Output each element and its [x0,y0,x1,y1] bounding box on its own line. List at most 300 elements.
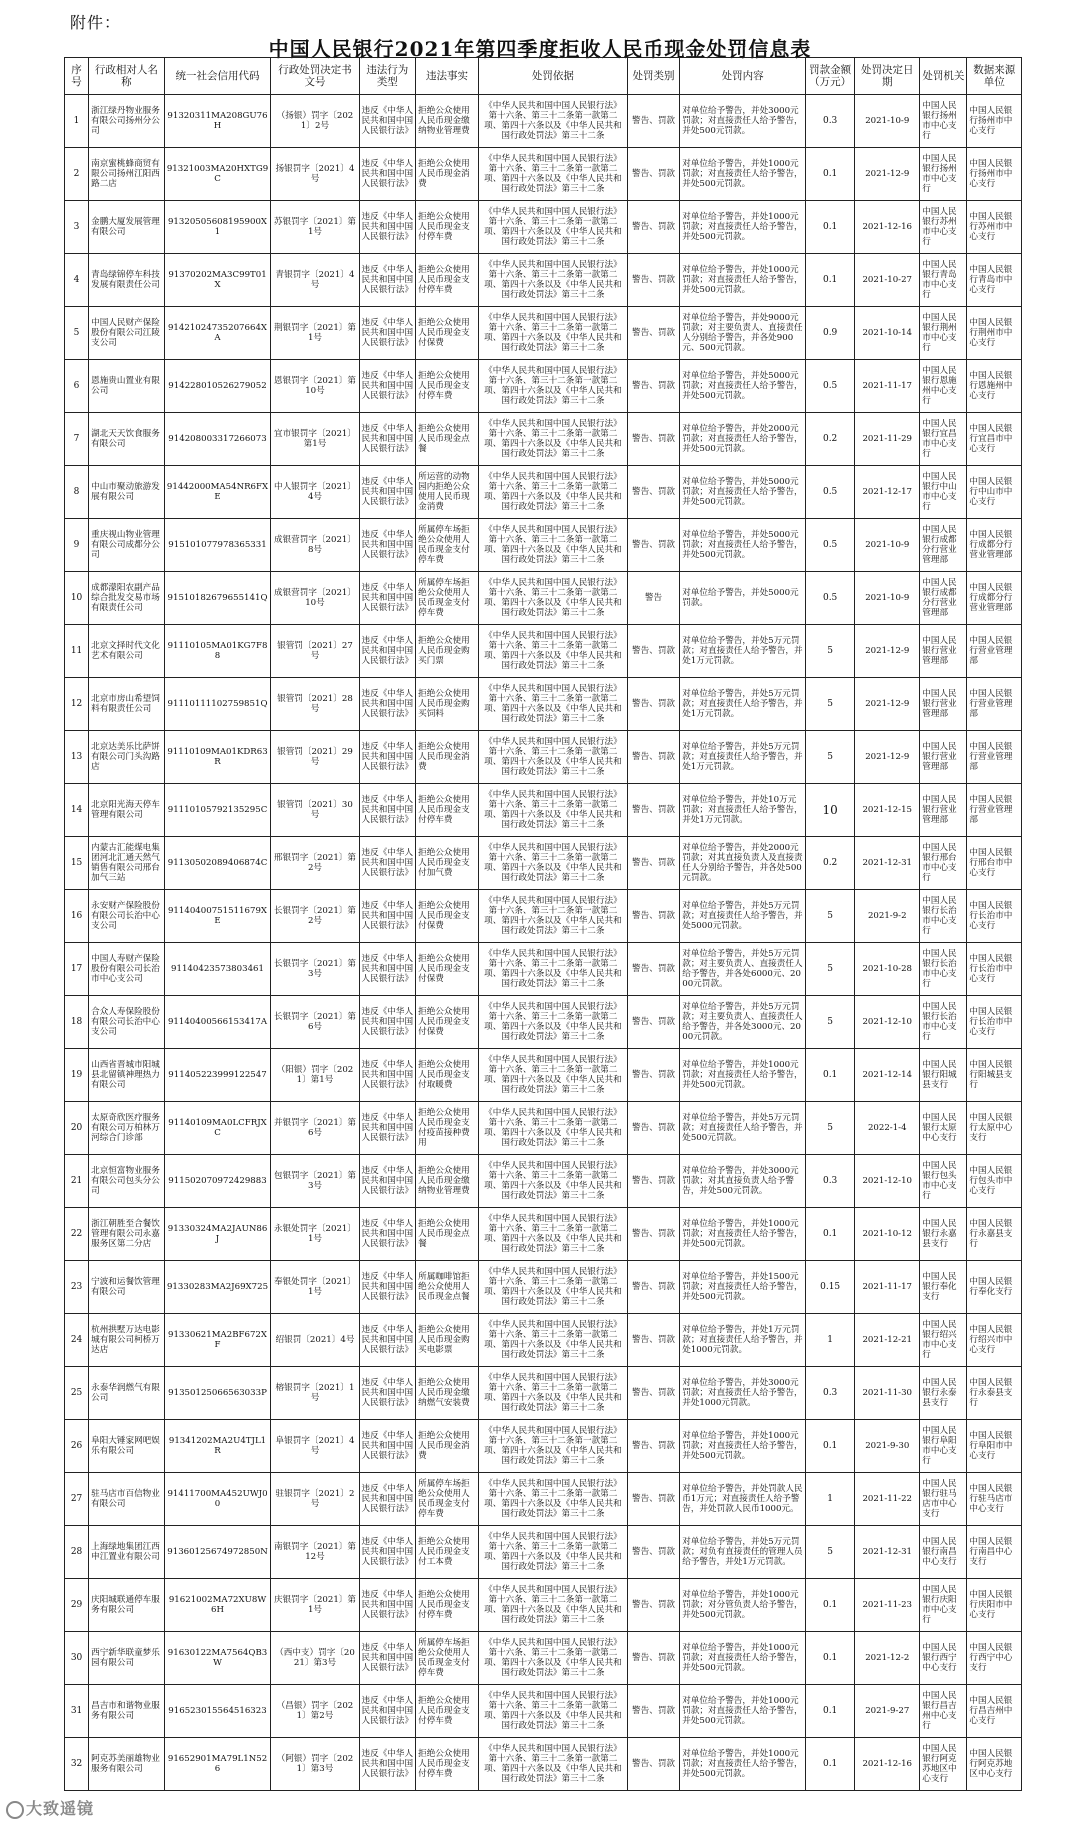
header-content: 处罚内容 [680,58,806,95]
header-org: 处罚机关 [920,58,967,95]
cell-code: 91140109MA0LCFRJXC [164,1102,271,1155]
cell-name: 永泰华润燃气有限公司 [89,1367,164,1420]
cell-name: 重庆视山物业管理有限公司成都分公司 [89,519,164,572]
cell-content: 对单位给予警告，并处1万元罚款；对直接责任人给予警告，并处1000元罚款。 [680,1314,806,1367]
header-date: 处罚决定日期 [855,58,920,95]
cell-date: 2021-10-28 [855,943,920,996]
cell-category: 警告、罚款 [627,1738,679,1791]
cell-seq: 20 [65,1102,89,1155]
cell-code: 91411700MA452UWJ00 [164,1473,271,1526]
cell-seq: 13 [65,731,89,784]
cell-org: 中国人民银行长治市中心支行 [920,996,967,1049]
cell-seq: 23 [65,1261,89,1314]
cell-fact: 拒绝公众使用人民币现金支付停车费 [416,1579,479,1632]
cell-content: 对单位给予警告，并处5万元罚款；对直接责任人给予警告，并处5000元罚款。 [680,890,806,943]
cell-type: 违反《中华人民共和国中国人民银行法》 [359,731,416,784]
cell-amount: 5 [806,1526,855,1579]
table-row [65,678,1022,731]
cell-category: 警告、罚款 [627,1579,679,1632]
cell-org: 中国人民银行成都分行营业管理部 [920,572,967,625]
cell-name: 南京蜜桃蜂商贸有限公司扬州江阳西路二店 [89,148,164,201]
cell-seq: 16 [65,890,89,943]
header-type: 违法行为类型 [359,58,416,95]
cell-source: 中国人民银行营业管理部 [967,625,1022,678]
watermark-text: 大致遥镜 [26,1799,95,1818]
cell-code: 91321003MA20HXTG9C [164,148,271,201]
cell-org: 中国人民银行驻马店市中心支行 [920,1473,967,1526]
cell-basis: 《中华人民共和国中国人民银行法》第十六条、第三十二条第一款第二项、第四十六条以及《中华人民共和国行政处罚法》第三十二条 [479,254,628,307]
cell-org: 中国人民银行营业管理部 [920,678,967,731]
cell-basis: 《中华人民共和国中国人民银行法》第十六条、第三十二条第一款第二项、第四十六条以及《中华人民共和国行政处罚法》第三十二条 [479,413,628,466]
table-row [65,1632,1022,1685]
cell-doc: 永银处罚字〔2021〕1号 [271,1208,359,1261]
cell-type: 违反《中华人民共和国中国人民银行法》 [359,1261,416,1314]
cell-type: 违反《中华人民共和国中国人民银行法》 [359,254,416,307]
cell-fact: 拒绝公众使用人民币现金缴纳燃气安装费 [416,1367,479,1420]
cell-content: 对单位给予警告，并处1000元罚款；对直接责任人给予警告，并处500元罚款。 [680,1049,806,1102]
cell-amount: 0.5 [806,572,855,625]
cell-org: 中国人民银行阜阳市中心支行 [920,1420,967,1473]
cell-content: 对单位给予警告，并处5万元罚款；对直接责任人给予警告，并处1万元罚款。 [680,731,806,784]
cell-amount: 0.5 [806,466,855,519]
cell-type: 违反《中华人民共和国中国人民银行法》 [359,1367,416,1420]
cell-source: 中国人民银行太原中心支行 [967,1102,1022,1155]
cell-name: 阜阳大锤家网吧娱乐有限公司 [89,1420,164,1473]
table-row [65,360,1022,413]
cell-fact: 拒绝公众使用人民币现金购买电影票 [416,1314,479,1367]
cell-name: 杭州拱墅万达电影城有限公司柯桥万达店 [89,1314,164,1367]
cell-code: 91350125066563033P [164,1367,271,1420]
cell-seq: 8 [65,466,89,519]
cell-doc: （昌银）罚字〔2021〕第2号 [271,1685,359,1738]
cell-category: 警告、罚款 [627,1632,679,1685]
table-row [65,307,1022,360]
cell-name: 太原奇欣医疗服务有限公司万柏林万河综合门诊部 [89,1102,164,1155]
cell-fact: 所运营的动物园内拒绝公众使用人民币现金消费 [416,466,479,519]
cell-amount: 0.3 [806,1367,855,1420]
table-row [65,996,1022,1049]
cell-code: 91360125674972850N [164,1526,271,1579]
cell-date: 2021-9-2 [855,890,920,943]
cell-source: 中国人民银行恩施州中心支行 [967,360,1022,413]
cell-amount: 0.1 [806,1579,855,1632]
cell-content: 对单位给予警告，并处5000元罚款；对直接责任人给予警告，并处500元罚款。 [680,466,806,519]
cell-doc: 奉银处罚字〔2021〕1号 [271,1261,359,1314]
cell-doc: 绍银罚〔2021〕4号 [271,1314,359,1367]
cell-basis: 《中华人民共和国中国人民银行法》第十六条、第三十二条第一款第二项、第四十六条以及《中华人民共和国行政处罚法》第三十二条 [479,890,628,943]
cell-doc: 长银罚字〔2021〕第2号 [271,890,359,943]
cell-org: 中国人民银行恩施州中心支行 [920,360,967,413]
cell-type: 违反《中华人民共和国中国人民银行法》 [359,1738,416,1791]
cell-date: 2021-12-9 [855,625,920,678]
cell-category: 警告、罚款 [627,1208,679,1261]
cell-date: 2021-10-9 [855,572,920,625]
cell-doc: 银管罚〔2021〕30号 [271,784,359,837]
cell-date: 2021-10-14 [855,307,920,360]
cell-source: 中国人民银行昌吉州中心支行 [967,1685,1022,1738]
cell-amount: 0.1 [806,1049,855,1102]
table-row [65,731,1022,784]
cell-type: 违反《中华人民共和国中国人民银行法》 [359,1314,416,1367]
cell-content: 对单位给予警告，并处3000元罚款；对其直接负责人给予警告，并处500元罚款。 [680,1155,806,1208]
cell-name: 成都濛阳农副产品综合批发交易市场有限责任公司 [89,572,164,625]
cell-code: 91330324MA2JAUN86J [164,1208,271,1261]
cell-seq: 30 [65,1632,89,1685]
cell-code: 91330283MA2J69X725 [164,1261,271,1314]
cell-source: 中国人民银行永嘉县支行 [967,1208,1022,1261]
cell-seq: 6 [65,360,89,413]
cell-source: 中国人民银行南昌中心支行 [967,1526,1022,1579]
cell-doc: 长银罚字〔2021〕第3号 [271,943,359,996]
cell-name: 浙江朝胜至合餐饮管理有限公司永嘉服务区第二分店 [89,1208,164,1261]
cell-date: 2021-12-10 [855,996,920,1049]
cell-org: 中国人民银行绍兴市中心支行 [920,1314,967,1367]
cell-source: 中国人民银行阳城县支行 [967,1049,1022,1102]
cell-doc: 南银罚字〔2021〕第12号 [271,1526,359,1579]
cell-name: 中国人寿财产保险股份有限公司长治市中心支公司 [89,943,164,996]
cell-seq: 1 [65,95,89,148]
cell-source: 中国人民银行长治市中心支行 [967,890,1022,943]
cell-content: 对单位给予警告，并处5万元罚款；对负有直接责任的管理人员给予警告，并处1万元罚款。 [680,1526,806,1579]
cell-code: 91510107797836533​1 [164,519,271,572]
cell-date: 2021-10-9 [855,95,920,148]
cell-name: 内蒙古汇能煤电集团河北汇通天然气销售有限公司邢台加气三站 [89,837,164,890]
cell-type: 违反《中华人民共和国中国人民银行法》 [359,678,416,731]
cell-fact: 拒绝公众使用人民币现金支付保费 [416,890,479,943]
table-row [65,943,1022,996]
cell-name: 北京达美乐比萨饼有限公司门头沟路店 [89,731,164,784]
cell-amount: 0.1 [806,201,855,254]
cell-category: 警告、罚款 [627,466,679,519]
cell-type: 违反《中华人民共和国中国人民银行法》 [359,1579,416,1632]
cell-doc: （阳银）罚字〔2021〕第1号 [271,1049,359,1102]
cell-source: 中国人民银行扬州市中心支行 [967,95,1022,148]
cell-content: 对单位给予警告，并处罚款人民币1万元；对直接责任人给予警告，并处罚款人民币1000元。 [680,1473,806,1526]
cell-category: 警告、罚款 [627,413,679,466]
cell-category: 警告、罚款 [627,95,679,148]
cell-amount: 5 [806,996,855,1049]
cell-source: 中国人民银行长治市中心支行 [967,943,1022,996]
table-row [65,148,1022,201]
cell-seq: 14 [65,784,89,837]
cell-type: 违反《中华人民共和国中国人民银行法》 [359,1049,416,1102]
cell-fact: 拒绝公众使用人民币现金支付停车费 [416,360,479,413]
cell-amount: 0.2 [806,413,855,466]
table-body [65,95,1022,1791]
cell-seq: 24 [65,1314,89,1367]
cell-seq: 25 [65,1367,89,1420]
cell-content: 对单位给予警告，并处1000元罚款；对直接责任人给予警告，并处500元罚款。 [680,1420,806,1473]
cell-name: 阿克苏美丽雄物业服务有限公司 [89,1738,164,1791]
table-row [65,784,1022,837]
cell-date: 2021-11-23 [855,1579,920,1632]
cell-fact: 拒绝公众使用人民币现金支付加气费 [416,837,479,890]
cell-content: 对单位给予警告，并处5万元罚款；对主要负责人、直接责任人给予警告，并各处6000元、2000元罚款。 [680,943,806,996]
cell-amount: 0.1 [806,1208,855,1261]
cell-amount: 0.5 [806,360,855,413]
cell-category: 警告、罚款 [627,1367,679,1420]
cell-category: 警告、罚款 [627,837,679,890]
cell-org: 中国人民银行包头市中心支行 [920,1155,967,1208]
cell-date: 2021-12-14 [855,1049,920,1102]
cell-seq: 7 [65,413,89,466]
cell-category: 警告、罚款 [627,890,679,943]
cell-seq: 3 [65,201,89,254]
cell-date: 2021-11-17 [855,1261,920,1314]
cell-type: 违反《中华人民共和国中国人民银行法》 [359,95,416,148]
cell-code: 91320505608195900X1 [164,201,271,254]
cell-content: 对单位给予警告，并处1000元罚款；对直接责任人给予警告，并处500元罚款。 [680,201,806,254]
cell-code: 91140423573803461 [164,943,271,996]
cell-code: 91110105792135295C [164,784,271,837]
header-source: 数据来源单位 [967,58,1022,95]
cell-type: 违反《中华人民共和国中国人民银行法》 [359,625,416,678]
cell-org: 中国人民银行营业管理部 [920,784,967,837]
cell-name: 北京文择时代文化艺术有限公司 [89,625,164,678]
cell-doc: 宜市银罚字〔2021〕第1号 [271,413,359,466]
cell-name: 浙江绿丹物业服务有限公司扬州分公司 [89,95,164,148]
cell-seq: 4 [65,254,89,307]
cell-content: 对单位给予警告，并处5万元罚款；对直接责任人给予警告，并处500元罚款。 [680,1102,806,1155]
cell-name: 金鹏大厦发展管理有限公司 [89,201,164,254]
cell-source: 中国人民银行奉化支行 [967,1261,1022,1314]
cell-name: 湖北天天饮食服务有限公司 [89,413,164,466]
cell-amount: 1 [806,1314,855,1367]
cell-doc: 成银营罚字〔2021〕10号 [271,572,359,625]
cell-name: 北京市房山希望饲料有限责任公司 [89,678,164,731]
table-header-row [65,58,1022,95]
cell-content: 对单位给予警告，并处1000元罚款；对直接责任人给予警告，并处500元罚款。 [680,1738,806,1791]
cell-content: 对单位给予警告，并处5000元罚款；对直接责任人给予警告，并处500元罚款。 [680,360,806,413]
cell-source: 中国人民银行庆阳市中心支行 [967,1579,1022,1632]
cell-content: 对单位给予警告，并处9000元罚款；对主要负责人、直接责任人分别给予警告，并各处900元、500元罚款。 [680,307,806,360]
cell-source: 中国人民银行阜阳市中心支行 [967,1420,1022,1473]
table-row [65,625,1022,678]
cell-category: 警告、罚款 [627,148,679,201]
cell-org: 中国人民银行营业管理部 [920,625,967,678]
cell-category: 警告、罚款 [627,1526,679,1579]
cell-date: 2021-12-16 [855,201,920,254]
cell-content: 对单位给予警告，并处1500元罚款；对直接责任人给予警告，并处500元罚款。 [680,1261,806,1314]
cell-source: 中国人民银行绍兴市中心支行 [967,1314,1022,1367]
cell-org: 中国人民银行扬州市中心支行 [920,95,967,148]
cell-type: 违反《中华人民共和国中国人民银行法》 [359,1102,416,1155]
cell-seq: 17 [65,943,89,996]
cell-seq: 27 [65,1473,89,1526]
table-row [65,201,1022,254]
cell-name: 北京恒富物业服务有限公司包头分公司 [89,1155,164,1208]
cell-date: 2021-11-17 [855,360,920,413]
table-row [65,572,1022,625]
cell-doc: （扬银）罚字〔2021〕2号 [271,95,359,148]
cell-type: 违反《中华人民共和国中国人民银行法》 [359,1473,416,1526]
cell-code: 91420800331726607​3 [164,413,271,466]
cell-name: 庆阳城联通停车服务有限公司 [89,1579,164,1632]
cell-doc: 苏银罚字〔2021〕第1号 [271,201,359,254]
cell-code: 91140522399912254​7 [164,1049,271,1102]
cell-source: 中国人民银行包头市中心支行 [967,1155,1022,1208]
cell-source: 中国人民银行中山市中心支行 [967,466,1022,519]
cell-source: 中国人民银行驻马店市中心支行 [967,1473,1022,1526]
cell-code: 91110109MA01KDR63R [164,731,271,784]
header-fact: 违法事实 [416,58,479,95]
cell-date: 2021-10-27 [855,254,920,307]
cell-date: 2021-12-2 [855,1632,920,1685]
cell-seq: 10 [65,572,89,625]
cell-type: 违反《中华人民共和国中国人民银行法》 [359,1526,416,1579]
cell-org: 中国人民银行长治市中心支行 [920,890,967,943]
cell-source: 中国人民银行长治市中心支行 [967,996,1022,1049]
cell-type: 违反《中华人民共和国中国人民银行法》 [359,1420,416,1473]
cell-amount: 0.3 [806,1155,855,1208]
cell-org: 中国人民银行营业管理部 [920,731,967,784]
cell-basis: 《中华人民共和国中国人民银行法》第十六条、第三十二条第一款第二项、第四十六条以及《中华人民共和国行政处罚法》第三十二条 [479,1208,628,1261]
cell-category: 警告、罚款 [627,996,679,1049]
cell-type: 违反《中华人民共和国中国人民银行法》 [359,148,416,201]
cell-code: 91421024735207664XA [164,307,271,360]
cell-category: 警告、罚款 [627,254,679,307]
cell-code: 91110111102759851Q [164,678,271,731]
cell-source: 中国人民银行永泰县支行 [967,1367,1022,1420]
cell-amount: 0.5 [806,519,855,572]
cell-content: 对单位给予警告，并处1000元罚款；对直接责任人给予警告，并处500元罚款。 [680,1685,806,1738]
cell-code: 91652901MA79L1N526 [164,1738,271,1791]
cell-category: 警告 [627,572,679,625]
cell-content: 对单位给予警告，并处1000元罚款；对直接责任人给予警告，并处500元罚款。 [680,1632,806,1685]
cell-amount: 5 [806,678,855,731]
cell-code: 91422801052627905​2 [164,360,271,413]
table-row [65,1473,1022,1526]
cell-type: 违反《中华人民共和国中国人民银行法》 [359,890,416,943]
cell-type: 违反《中华人民共和国中国人民银行法》 [359,837,416,890]
cell-org: 中国人民银行永泰县支行 [920,1367,967,1420]
table-row [65,1579,1022,1632]
cell-name: 西宁新华联童梦乐园有限公司 [89,1632,164,1685]
cell-amount: 0.1 [806,1632,855,1685]
header-name: 行政相对人名称 [89,58,164,95]
table-row [65,466,1022,519]
cell-amount: 0.1 [806,254,855,307]
cell-org: 中国人民银行青岛市中心支行 [920,254,967,307]
cell-org: 中国人民银行奉化支行 [920,1261,967,1314]
watermark [6,1796,94,1819]
cell-code: 91150207097242988​3 [164,1155,271,1208]
cell-org: 中国人民银行苏州市中心支行 [920,201,967,254]
cell-amount: 0.15 [806,1261,855,1314]
cell-doc: 邢银罚字〔2021〕第2号 [271,837,359,890]
cell-date: 2021-12-9 [855,731,920,784]
cell-basis: 《中华人民共和国中国人民银行法》第十六条、第三十二条第一款第二项、第四十六条以及《中华人民共和国行政处罚法》第三十二条 [479,95,628,148]
cell-amount: 5 [806,943,855,996]
cell-doc: 恩银罚字〔2021〕第10号 [271,360,359,413]
table-row [65,1685,1022,1738]
table-row [65,1738,1022,1791]
table-row [65,1261,1022,1314]
cell-type: 违反《中华人民共和国中国人民银行法》 [359,1155,416,1208]
cell-source: 中国人民银行成都分行营业管理部 [967,519,1022,572]
cell-seq: 26 [65,1420,89,1473]
cell-fact: 拒绝公众使用人民币现金支付工本费 [416,1526,479,1579]
header-code: 统一社会信用代码 [164,58,271,95]
cell-content: 对单位给予警告，并处3000元罚款；对直接责任人给予警告，并处1000元罚款。 [680,1367,806,1420]
cell-content: 对单位给予警告，并处5万元罚款；对直接责任人给予警告，并处1万元罚款。 [680,678,806,731]
cell-category: 警告、罚款 [627,1473,679,1526]
cell-org: 中国人民银行西宁中心支行 [920,1632,967,1685]
cell-fact: 拒绝公众使用人民币现金支付取暖费 [416,1049,479,1102]
cell-basis: 《中华人民共和国中国人民银行法》第十六条、第三十二条第一款第二项、第四十六条以及《中华人民共和国行政处罚法》第三十二条 [479,1261,628,1314]
cell-date: 2021-12-9 [855,148,920,201]
cell-amount: 5 [806,890,855,943]
cell-basis: 《中华人民共和国中国人民银行法》第十六条、第三十二条第一款第二项、第四十六条以及《中华人民共和国行政处罚法》第三十二条 [479,519,628,572]
cell-code: 91140400751511679XE [164,890,271,943]
cell-doc: 驻银罚字〔2021〕2号 [271,1473,359,1526]
cell-amount: 0.3 [806,95,855,148]
cell-content: 对单位给予警告，并处5万元罚款；对主要负责人、直接责任人给予警告，并各处3000元、2000元罚款。 [680,996,806,1049]
cell-code: 91630122MA7564QB3W [164,1632,271,1685]
cell-org: 中国人民银行庆阳市中心支行 [920,1579,967,1632]
cell-amount: 0.1 [806,1738,855,1791]
cell-code: 91442000MA54NR6FXE [164,466,271,519]
cell-fact: 所属停车场拒绝公众使用人民币现金支付停车费 [416,1473,479,1526]
cell-amount: 0.9 [806,307,855,360]
cell-fact: 拒绝公众使用人民币现金消费 [416,148,479,201]
cell-code: 91330621MA2BF672XF [164,1314,271,1367]
cell-basis: 《中华人民共和国中国人民银行法》第十六条、第三十二条第一款第二项、第四十六条以及《中华人民共和国行政处罚法》第三十二条 [479,1632,628,1685]
cell-fact: 所属停车场拒绝公众使用人民币现金支付停车费 [416,519,479,572]
cell-fact: 拒绝公众使用人民币现金支付疫苗接种费用 [416,1102,479,1155]
cell-seq: 32 [65,1738,89,1791]
cell-amount: 5 [806,625,855,678]
cell-doc: 阜银罚字〔2021〕4号 [271,1420,359,1473]
cell-type: 违反《中华人民共和国中国人民银行法》 [359,201,416,254]
cell-content: 对单位给予警告，并处2000元罚款；对其直接负责人及直接责任人分别给予警告，并各处500元罚款。 [680,837,806,890]
cell-type: 违反《中华人民共和国中国人民银行法》 [359,1208,416,1261]
cell-seq: 28 [65,1526,89,1579]
cell-name: 山西省晋城市阳城县北留镇神理热力有限公司 [89,1049,164,1102]
cell-content: 对单位给予警告，并处3000元罚款；对直接责任人给予警告，并处500元罚款。 [680,95,806,148]
cell-source: 中国人民银行荆州市中心支行 [967,307,1022,360]
cell-org: 中国人民银行长治市中心支行 [920,943,967,996]
cell-org: 中国人民银行太原中心支行 [920,1102,967,1155]
cell-doc: 青银罚字〔2021〕4号 [271,254,359,307]
cell-seq: 2 [65,148,89,201]
cell-fact: 拒绝公众使用人民币现金消费 [416,1420,479,1473]
cell-fact: 拒绝公众使用人民币现金消费 [416,731,479,784]
cell-name: 上海绿地集团江西申江置业有限公司 [89,1526,164,1579]
cell-type: 违反《中华人民共和国中国人民银行法》 [359,996,416,1049]
cell-date: 2021-12-16 [855,1738,920,1791]
cell-category: 警告、罚款 [627,1049,679,1102]
cell-date: 2021-12-31 [855,1526,920,1579]
cell-basis: 《中华人民共和国中国人民银行法》第十六条、第三十二条第一款第二项、第四十六条以及《中华人民共和国行政处罚法》第三十二条 [479,1155,628,1208]
cell-content: 对单位给予警告，并处5万元罚款；对直接责任人给予警告，并处1万元罚款。 [680,625,806,678]
cell-fact: 拒绝公众使用人民币现金支付停车费 [416,201,479,254]
cell-amount: 0.2 [806,837,855,890]
cell-source: 中国人民银行宜昌市中心支行 [967,413,1022,466]
cell-category: 警告、罚款 [627,360,679,413]
cell-doc: 银管罚〔2021〕27号 [271,625,359,678]
cell-date: 2021-12-10 [855,1155,920,1208]
cell-seq: 5 [65,307,89,360]
cell-basis: 《中华人民共和国中国人民银行法》第十六条、第三十二条第一款第二项、第四十六条以及《中华人民共和国行政处罚法》第三十二条 [479,148,628,201]
cell-category: 警告、罚款 [627,1102,679,1155]
cell-org: 中国人民银行扬州市中心支行 [920,148,967,201]
cell-doc: （西中支）罚字〔2021〕第3号 [271,1632,359,1685]
cell-org: 中国人民银行荆州市中心支行 [920,307,967,360]
cell-basis: 《中华人民共和国中国人民银行法》第十六条、第三十二条第一款第二项、第四十六条以及《中华人民共和国行政处罚法》第三十二条 [479,1526,628,1579]
table-row [65,890,1022,943]
cell-type: 违反《中华人民共和国中国人民银行法》 [359,943,416,996]
